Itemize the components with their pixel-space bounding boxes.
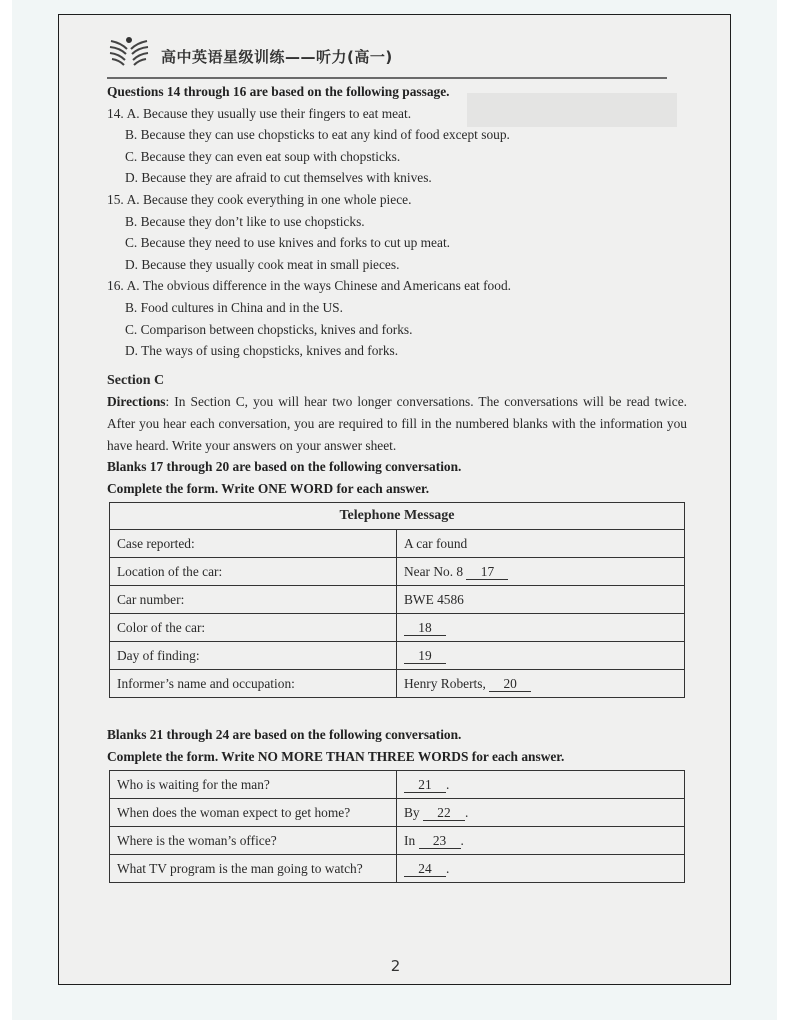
table-row (110, 827, 685, 855)
directions-label: Directions (107, 394, 166, 410)
book-page (58, 14, 731, 985)
question-option (107, 211, 687, 233)
option-text: A. Because they cook everything in one whole piece. (126, 191, 412, 207)
value-suffix: . (446, 777, 450, 793)
option-text: D. The ways of using chopsticks, knives and forks. (125, 343, 399, 359)
value-suffix: . (460, 833, 464, 849)
conversation-table (109, 770, 685, 883)
row-label: Color of the car: (110, 614, 397, 642)
answer-blank[interactable]: 17 (466, 564, 508, 580)
section-c-title: Section C (107, 372, 165, 388)
book-logo-icon (107, 35, 151, 67)
header-divider (107, 77, 667, 79)
table-row (110, 670, 685, 698)
row-label: Location of the car: (110, 558, 397, 586)
question-number: 16. (107, 278, 124, 294)
table-row (110, 642, 685, 670)
option-text: B. Because they can use chopsticks to eat any kind of food except soup. (125, 127, 510, 143)
book-title: 高中英语星级训练——听力(高一) (161, 48, 393, 66)
value-prefix: By (404, 805, 423, 821)
part2-intro: Blanks 21 through 24 are based on the following conversation. (107, 727, 462, 743)
question-list (107, 103, 687, 362)
row-label: What TV program is the man going to watch? (110, 855, 397, 883)
option-text: A. The obvious difference in the ways Chinese and Americans eat food. (126, 278, 511, 294)
question-option (107, 297, 687, 319)
question-number: 15. (107, 191, 124, 207)
question-option (107, 103, 687, 125)
telephone-message-table (109, 502, 685, 698)
page-header (107, 35, 667, 79)
option-text: D. Because they usually cook meat in small pieces. (125, 256, 400, 272)
option-text: B. Food cultures in China and in the US. (125, 299, 343, 315)
part1-instruction: Complete the form. Write ONE WORD for each answer. (107, 480, 430, 496)
row-value (397, 614, 685, 642)
option-text: C. Because they can even eat soup with chopsticks. (125, 148, 401, 164)
row-label: Where is the woman’s office? (110, 827, 397, 855)
question-option (107, 254, 687, 276)
value-prefix: Henry Roberts, (404, 675, 490, 691)
table-row (110, 586, 685, 614)
question-option (107, 275, 687, 297)
table-row (110, 530, 685, 558)
table-row (110, 614, 685, 642)
answer-blank[interactable]: 18 (404, 620, 446, 636)
row-value (397, 558, 685, 586)
value-prefix: BWE 4586 (404, 591, 464, 607)
value-prefix: In (404, 833, 419, 849)
directions-text: : In Section C, you will hear two longer conversations. The conversations will be read twice. After you hear each conversation, you are required to fill in the numbered blanks with the information you have heard. Write your answers on your answer sheet. (107, 394, 687, 453)
page-number: 2 (390, 957, 401, 975)
row-label: Who is waiting for the man? (110, 771, 397, 799)
value-suffix: . (446, 861, 450, 877)
table-row (110, 855, 685, 883)
page-content (107, 81, 687, 883)
table-row (110, 799, 685, 827)
part1-intro: Blanks 17 through 20 are based on the following conversation. (107, 459, 462, 475)
row-label: Day of finding: (110, 642, 397, 670)
option-text: A. Because they usually use their fingers to eat meat. (126, 105, 412, 121)
row-value (397, 771, 685, 799)
question-option (107, 167, 687, 189)
question-number: 14. (107, 105, 124, 121)
section-c-directions (107, 391, 687, 456)
value-suffix: . (464, 805, 469, 821)
answer-blank[interactable]: 21 (404, 777, 446, 793)
part2-instruction: Complete the form. Write NO MORE THAN THREE WORDS for each answer. (107, 748, 565, 764)
row-value (397, 586, 685, 614)
row-label: Informer’s name and occupation: (110, 670, 397, 698)
row-label: Case reported: (110, 530, 397, 558)
row-value (397, 799, 685, 827)
table-row (110, 771, 685, 799)
value-prefix: A car found (404, 535, 468, 551)
table-row (110, 558, 685, 586)
answer-blank[interactable]: 22 (423, 805, 465, 821)
answer-blank[interactable]: 20 (489, 676, 531, 692)
value-prefix: Near No. 8 (404, 563, 467, 579)
row-value (397, 855, 685, 883)
answer-blank[interactable]: 23 (419, 833, 461, 849)
answer-blank[interactable]: 19 (404, 648, 446, 664)
row-value (397, 670, 685, 698)
question-option (107, 340, 687, 362)
row-value (397, 827, 685, 855)
option-text: C. Because they need to use knives and forks to cut up meat. (125, 235, 451, 251)
option-text: B. Because they don’t like to use chopsticks. (125, 213, 365, 229)
table-title: Telephone Message (110, 503, 685, 530)
row-value (397, 642, 685, 670)
question-option (107, 189, 687, 211)
option-text: D. Because they are afraid to cut themselves with knives. (125, 170, 432, 186)
passage-intro: Questions 14 through 16 are based on the following passage. (107, 84, 450, 99)
question-option (107, 232, 687, 254)
question-option (107, 124, 687, 146)
question-option (107, 146, 687, 168)
row-label: Car number: (110, 586, 397, 614)
answer-blank[interactable]: 24 (404, 861, 446, 877)
row-label: When does the woman expect to get home? (110, 799, 397, 827)
question-option (107, 319, 687, 341)
option-text: C. Comparison between chopsticks, knives and forks. (125, 321, 413, 337)
row-value (397, 530, 685, 558)
